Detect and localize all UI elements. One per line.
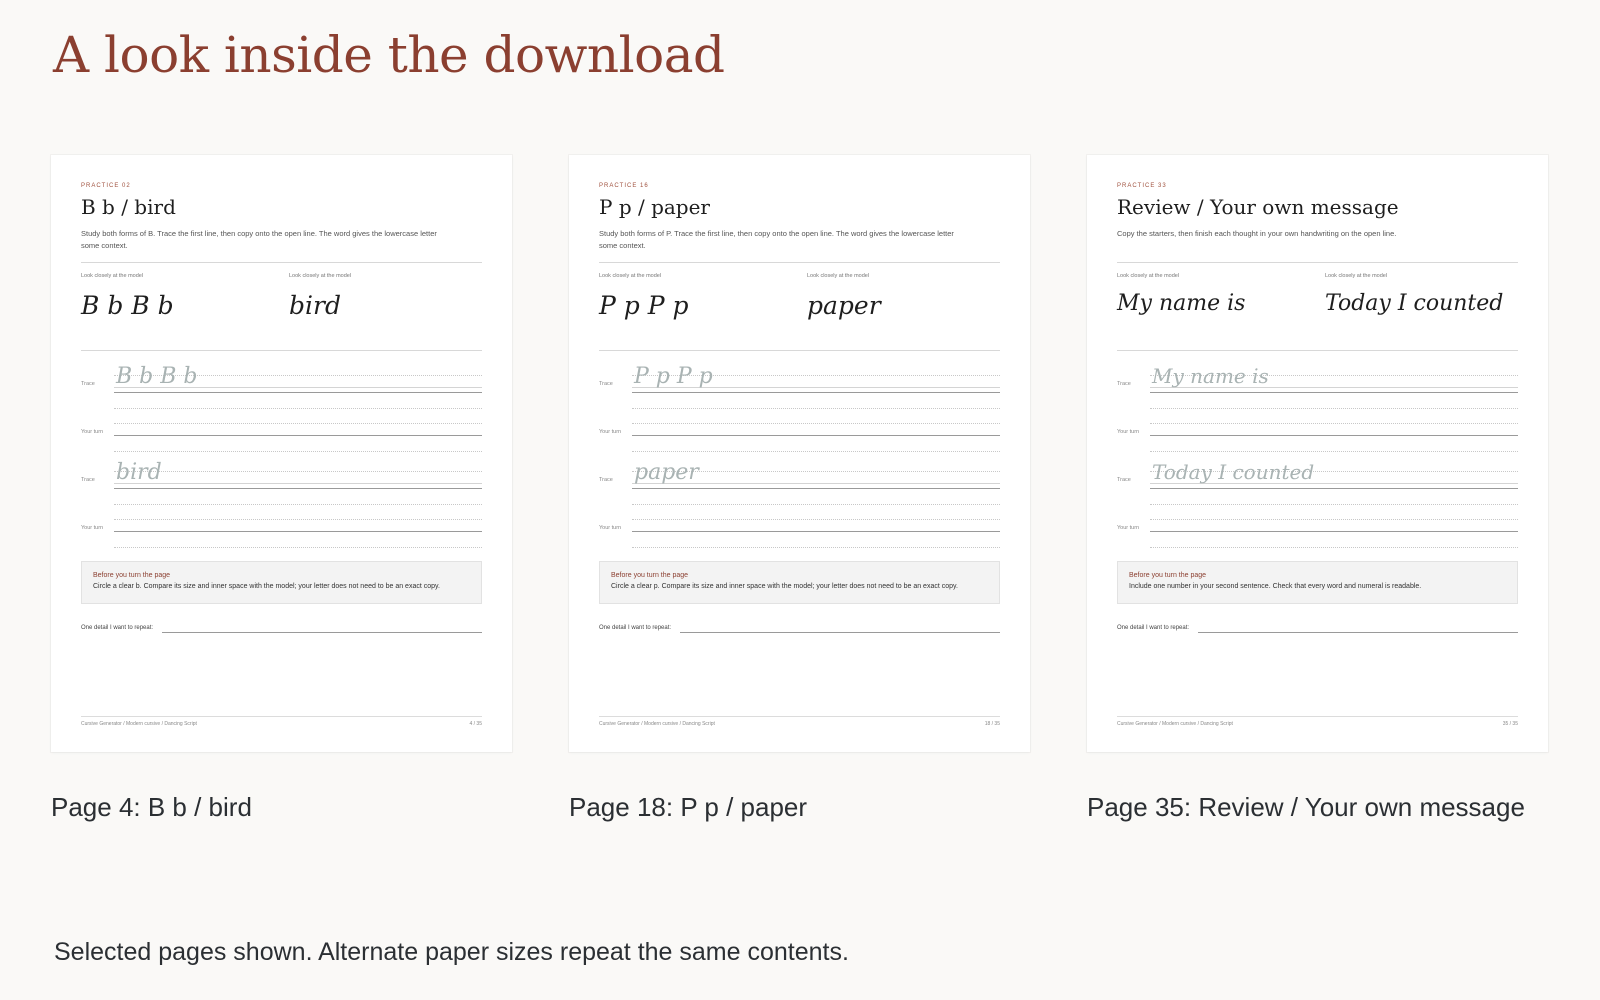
footer-divider [599,716,1000,717]
detail-row[interactable] [599,625,1000,631]
guide-line [114,519,482,520]
trace-row[interactable] [1117,459,1518,505]
tip-text: Include one number in your second sentence. Check that every word and numeral is readable. [1129,583,1422,590]
baseline [1150,488,1518,489]
guide-line [1150,504,1518,505]
row-label: Your turn [599,429,622,435]
divider [81,350,482,351]
footer-source: Cursive Generator / Modern cursive / Dancing Script [1117,721,1233,727]
baseline [1150,531,1518,532]
model-label: Look closely at the model [807,273,870,279]
trace-text: B b B b [116,364,198,389]
divider [81,262,482,263]
guide-line [114,408,482,409]
page-caption: Page 18: P p / paper [569,792,808,822]
model-word: paper [807,291,881,320]
baseline [114,435,482,436]
page-title: A look inside the download [53,26,725,84]
trace-text: bird [116,460,162,485]
worksheet [1117,183,1518,727]
divider [1117,262,1518,263]
tip-title: Before you turn the page [93,572,171,579]
row-label: Trace [599,381,613,387]
model-label: Look closely at the model [599,273,662,279]
worksheet-instructions: Copy the starters, then finish each thought in your own handwriting on the open line. [1117,229,1397,238]
baseline [1150,435,1518,436]
practice-number: PRACTICE 33 [1117,183,1167,189]
model-word: bird [289,291,341,320]
trace-row[interactable] [81,363,482,409]
page-caption: Page 4: B b / bird [51,792,252,822]
guide-line [1150,547,1518,548]
trace-text: P p P p [634,364,713,389]
page-thumbnail[interactable] [569,155,1030,752]
preview-card [51,155,512,823]
worksheet-title: P p / paper [599,195,710,219]
worksheet-instructions: Study both forms of P. Trace the first line, then copy onto the open line. The word gives the lowercase letter some context. [599,229,954,250]
tip-text: Circle a clear b. Compare its size and inner space with the model; your letter does not need to be an exact copy. [93,583,440,590]
trace-row[interactable] [1117,363,1518,409]
page-number: 4 / 35 [469,721,482,727]
guide-line [114,471,482,472]
model-phrase: My name is [1117,291,1246,316]
tip-box [599,561,1000,604]
preview-gallery [51,155,1551,835]
model-label: Look closely at the model [1117,273,1180,279]
footer-divider [81,716,482,717]
detail-row[interactable] [81,625,482,631]
tip-box [1117,561,1518,604]
baseline [114,488,482,489]
detail-label: One detail I want to repeat: [81,625,154,631]
baseline [114,531,482,532]
guide-line [114,483,482,484]
guide-line [114,504,482,505]
guide-line [1150,423,1518,424]
your-turn-row[interactable] [1117,411,1518,457]
guide-line [632,519,1000,520]
row-label: Your turn [1117,429,1140,435]
baseline [632,435,1000,436]
detail-line [1198,632,1518,633]
guide-line [632,504,1000,505]
trace-row[interactable] [599,363,1000,409]
model-label: Look closely at the model [81,273,144,279]
tip-text: Circle a clear p. Compare its size and inner space with the model; your letter does not need to be an exact copy. [611,583,958,590]
practice-number: PRACTICE 02 [81,183,131,189]
detail-label: One detail I want to repeat: [599,625,672,631]
tip-title: Before you turn the page [1129,572,1207,579]
divider [599,350,1000,351]
page-number: 18 / 35 [984,721,1000,727]
detail-row[interactable] [1117,625,1518,631]
footer-source: Cursive Generator / Modern cursive / Dancing Script [599,721,715,727]
baseline [632,392,1000,393]
guide-line [1150,408,1518,409]
worksheet-footer [599,721,1000,727]
row-label: Trace [81,381,95,387]
baseline [1150,392,1518,393]
trace-text: My name is [1152,364,1269,388]
trace-text: paper [634,460,699,485]
row-label: Your turn [81,525,104,531]
model-letters: P p P p [599,291,689,320]
trace-row[interactable] [81,459,482,505]
page-caption: Page 35: Review / Your own message [1087,792,1525,822]
footer-divider [1117,716,1518,717]
guide-line [114,423,482,424]
row-label: Trace [599,477,613,483]
model-phrase: Today I counted [1325,291,1504,316]
your-turn-row[interactable] [599,507,1000,553]
row-label: Your turn [1117,525,1140,531]
practice-number: PRACTICE 16 [599,183,649,189]
guide-line [1150,451,1518,452]
model-letters: B b B b [81,291,174,320]
guide-line [632,423,1000,424]
guide-line [632,547,1000,548]
worksheet-footer [1117,721,1518,727]
your-turn-row[interactable] [81,507,482,553]
worksheet-footer [81,721,482,727]
detail-label: One detail I want to repeat: [1117,625,1190,631]
preview-card [569,155,1030,823]
baseline [114,392,482,393]
baseline [632,531,1000,532]
row-label: Your turn [81,429,104,435]
trace-row[interactable] [599,459,1000,505]
worksheet [81,183,482,727]
baseline [632,488,1000,489]
divider [599,262,1000,263]
detail-line [680,632,1000,633]
guide-line [632,451,1000,452]
footnote: Selected pages shown. Alternate paper sizes repeat the same contents. [54,938,849,966]
model-label: Look closely at the model [289,273,352,279]
row-label: Trace [1117,381,1131,387]
your-turn-row[interactable] [1117,507,1518,553]
detail-line [162,632,482,633]
model-label: Look closely at the model [1325,273,1388,279]
row-label: Trace [1117,477,1131,483]
your-turn-row[interactable] [81,411,482,457]
your-turn-row[interactable] [599,411,1000,457]
row-label: Trace [81,477,95,483]
page-number: 35 / 35 [1502,721,1518,727]
guide-line [114,547,482,548]
guide-line [632,408,1000,409]
worksheet-instructions: Study both forms of B. Trace the first line, then copy onto the open line. The word gives the lowercase letter some context. [81,229,437,250]
trace-text: Today I counted [1152,460,1315,484]
divider [1117,350,1518,351]
tip-title: Before you turn the page [611,572,689,579]
row-label: Your turn [599,525,622,531]
preview-card [1087,155,1548,823]
page-thumbnail[interactable] [51,155,512,752]
footer-source: Cursive Generator / Modern cursive / Dancing Script [81,721,197,727]
worksheet-title: Review / Your own message [1117,195,1399,219]
tip-box [81,561,482,604]
page-thumbnail[interactable] [1087,155,1548,752]
guide-line [114,451,482,452]
worksheet-title: B b / bird [81,195,176,219]
worksheet [599,183,1000,727]
guide-line [1150,519,1518,520]
